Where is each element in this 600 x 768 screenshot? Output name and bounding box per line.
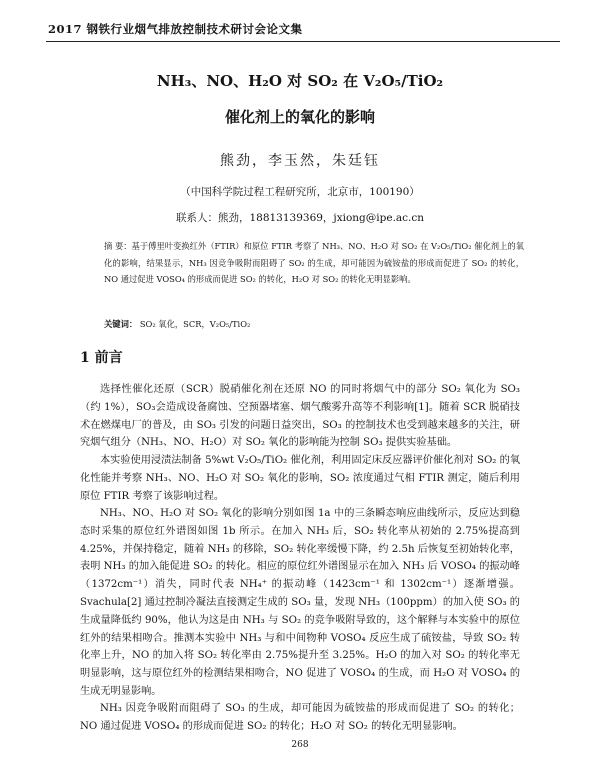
- running-header: 2017 钢铁行业烟气排放控制技术研讨会论文集: [48, 22, 303, 36]
- authors: 熊劲，李玉然，朱廷钰: [220, 153, 380, 169]
- contact-info: 联系人：熊劲，18813139369，jxiong@ipe.ac.cn: [175, 212, 425, 224]
- body-paragraph-3: NH₃、NO、H₂O 对 SO₂ 氧化的影响分别如图 1a 中的三条瞬态响应曲线所示，反应达到稳态时采集的原位红外谱图如图 1b 所示。在加入 NH₃ 后，SO₂ 转化率从初始的 2.75%提高到 4.25%，并保持稳定，随着 NH₃ 的移除，SO₂ 转化率缓慢下降，约 2.5h 后恢复至初始转化率，表明 NH₃ 的加入能促进 SO₂ 的转化。相应的原位红外谱图显示在加入 NH₃ 后 VOSO₄ 的振动峰（1372cm⁻¹）消失，同时代表 NH₄⁺ 的振动峰（1423cm⁻¹ 和 1302cm⁻¹）逐渐增强。Svachula[2] 通过控制冷凝法直接测定生成的 SO₃ 量，发现 NH₃（100ppm）的加入使 SO₃ 的生成量降低约 90%，他认为这是由 NH₃ 与 SO₂ 的竞争吸附导致的，这个解释与本实验中的原位红外的结果相吻合。推测本实验中 NH₃ 与和中间物种 VOSO₄ 反应生成了硫铵盐，导致 SO₂ 转化率上升，NO 的加入将 SO₂ 转化率由 2.75%提升至 3.25%。H₂O 的加入对 SO₂ 的转化率无明显影响，这与原位红外的检测结果相吻合，NO 促进了 VOSO₄ 的生成，而 H₂O 对 VOSO₄ 的生成无明显影响。: [80, 508, 520, 697]
- header-rule: [46, 41, 560, 42]
- paper-title-line2: 催化剂上的氧化的影响: [224, 108, 375, 126]
- keywords-text: SO₂ 氧化，SCR，V₂O₅/TiO₂: [139, 319, 251, 329]
- paper-title-line1: NH₃、NO、H₂O 对 SO₂ 在 V₂O₅/TiO₂: [156, 72, 444, 90]
- page-number: 268: [291, 740, 309, 750]
- body-paragraph-4: NH₃ 因竞争吸附而阻碍了 SO₃ 的生成，却可能因为硫铵盐的形成而促进了 SO₂ 的转化；NO 通过促进 VOSO₄ 的形成而促进 SO₂ 的转化；H₂O 对 SO₂ 的转化无明显影响。: [80, 703, 520, 732]
- body-paragraph-2: 本实验使用浸渍法制备 5%wt V₂O₅/TiO₂ 催化剂，利用固定床反应器评价催化剂对 SO₂ 的氧化性能并考察 NH₃、NO、H₂O 对 SO₂ 氧化的影响，SO₂ 浓度通过气相 FTIR 测定，随后利用原位 FTIR 考察了该影响过程。: [80, 455, 521, 502]
- abstract: 摘 要：基于傅里叶变换红外（FTIR）和原位 FTIR 考察了 NH₃、NO、H₂O 对 SO₂ 在 V₂O₅/TiO₂ 催化剂上的氧化的影响，结果显示，NH₃ 因竞争吸附而阻碍了 SO₂ 的生成，却可能因为硫铵盐的形成而促进了 SO₂ 的转化，NO 通过促进 VOSO₄ 的形成而促进 SO₂ 的转化，H₂O 对 SO₂ 的转化无明显影响。: [104, 241, 524, 284]
- keywords-label: 关键词：: [104, 319, 138, 329]
- affiliation: （中国科学院过程工程研究所，北京市，100190）: [180, 186, 420, 198]
- keywords-line: [104, 318, 524, 330]
- body-paragraph-1: 选择性催化还原（SCR）脱硝催化剂在还原 NO 的同时将烟气中的部分 SO₂ 氧化为 SO₃（约 1%），SO₃会造成设备腐蚀、空预器堵塞、烟气酸雾升高等不利影响[1]。随着 SCR 脱硝技术在燃煤电厂的普及，由 SO₃ 引发的问题日益突出，SO₃ 的控制技术也受到越来越多的关注，研究烟气组分（NH₃、NO、H₂O）对 SO₂ 氧化的影响能为控制 SO₃ 提供实验基础。: [80, 384, 520, 449]
- section-heading: 1 前言: [80, 350, 123, 366]
